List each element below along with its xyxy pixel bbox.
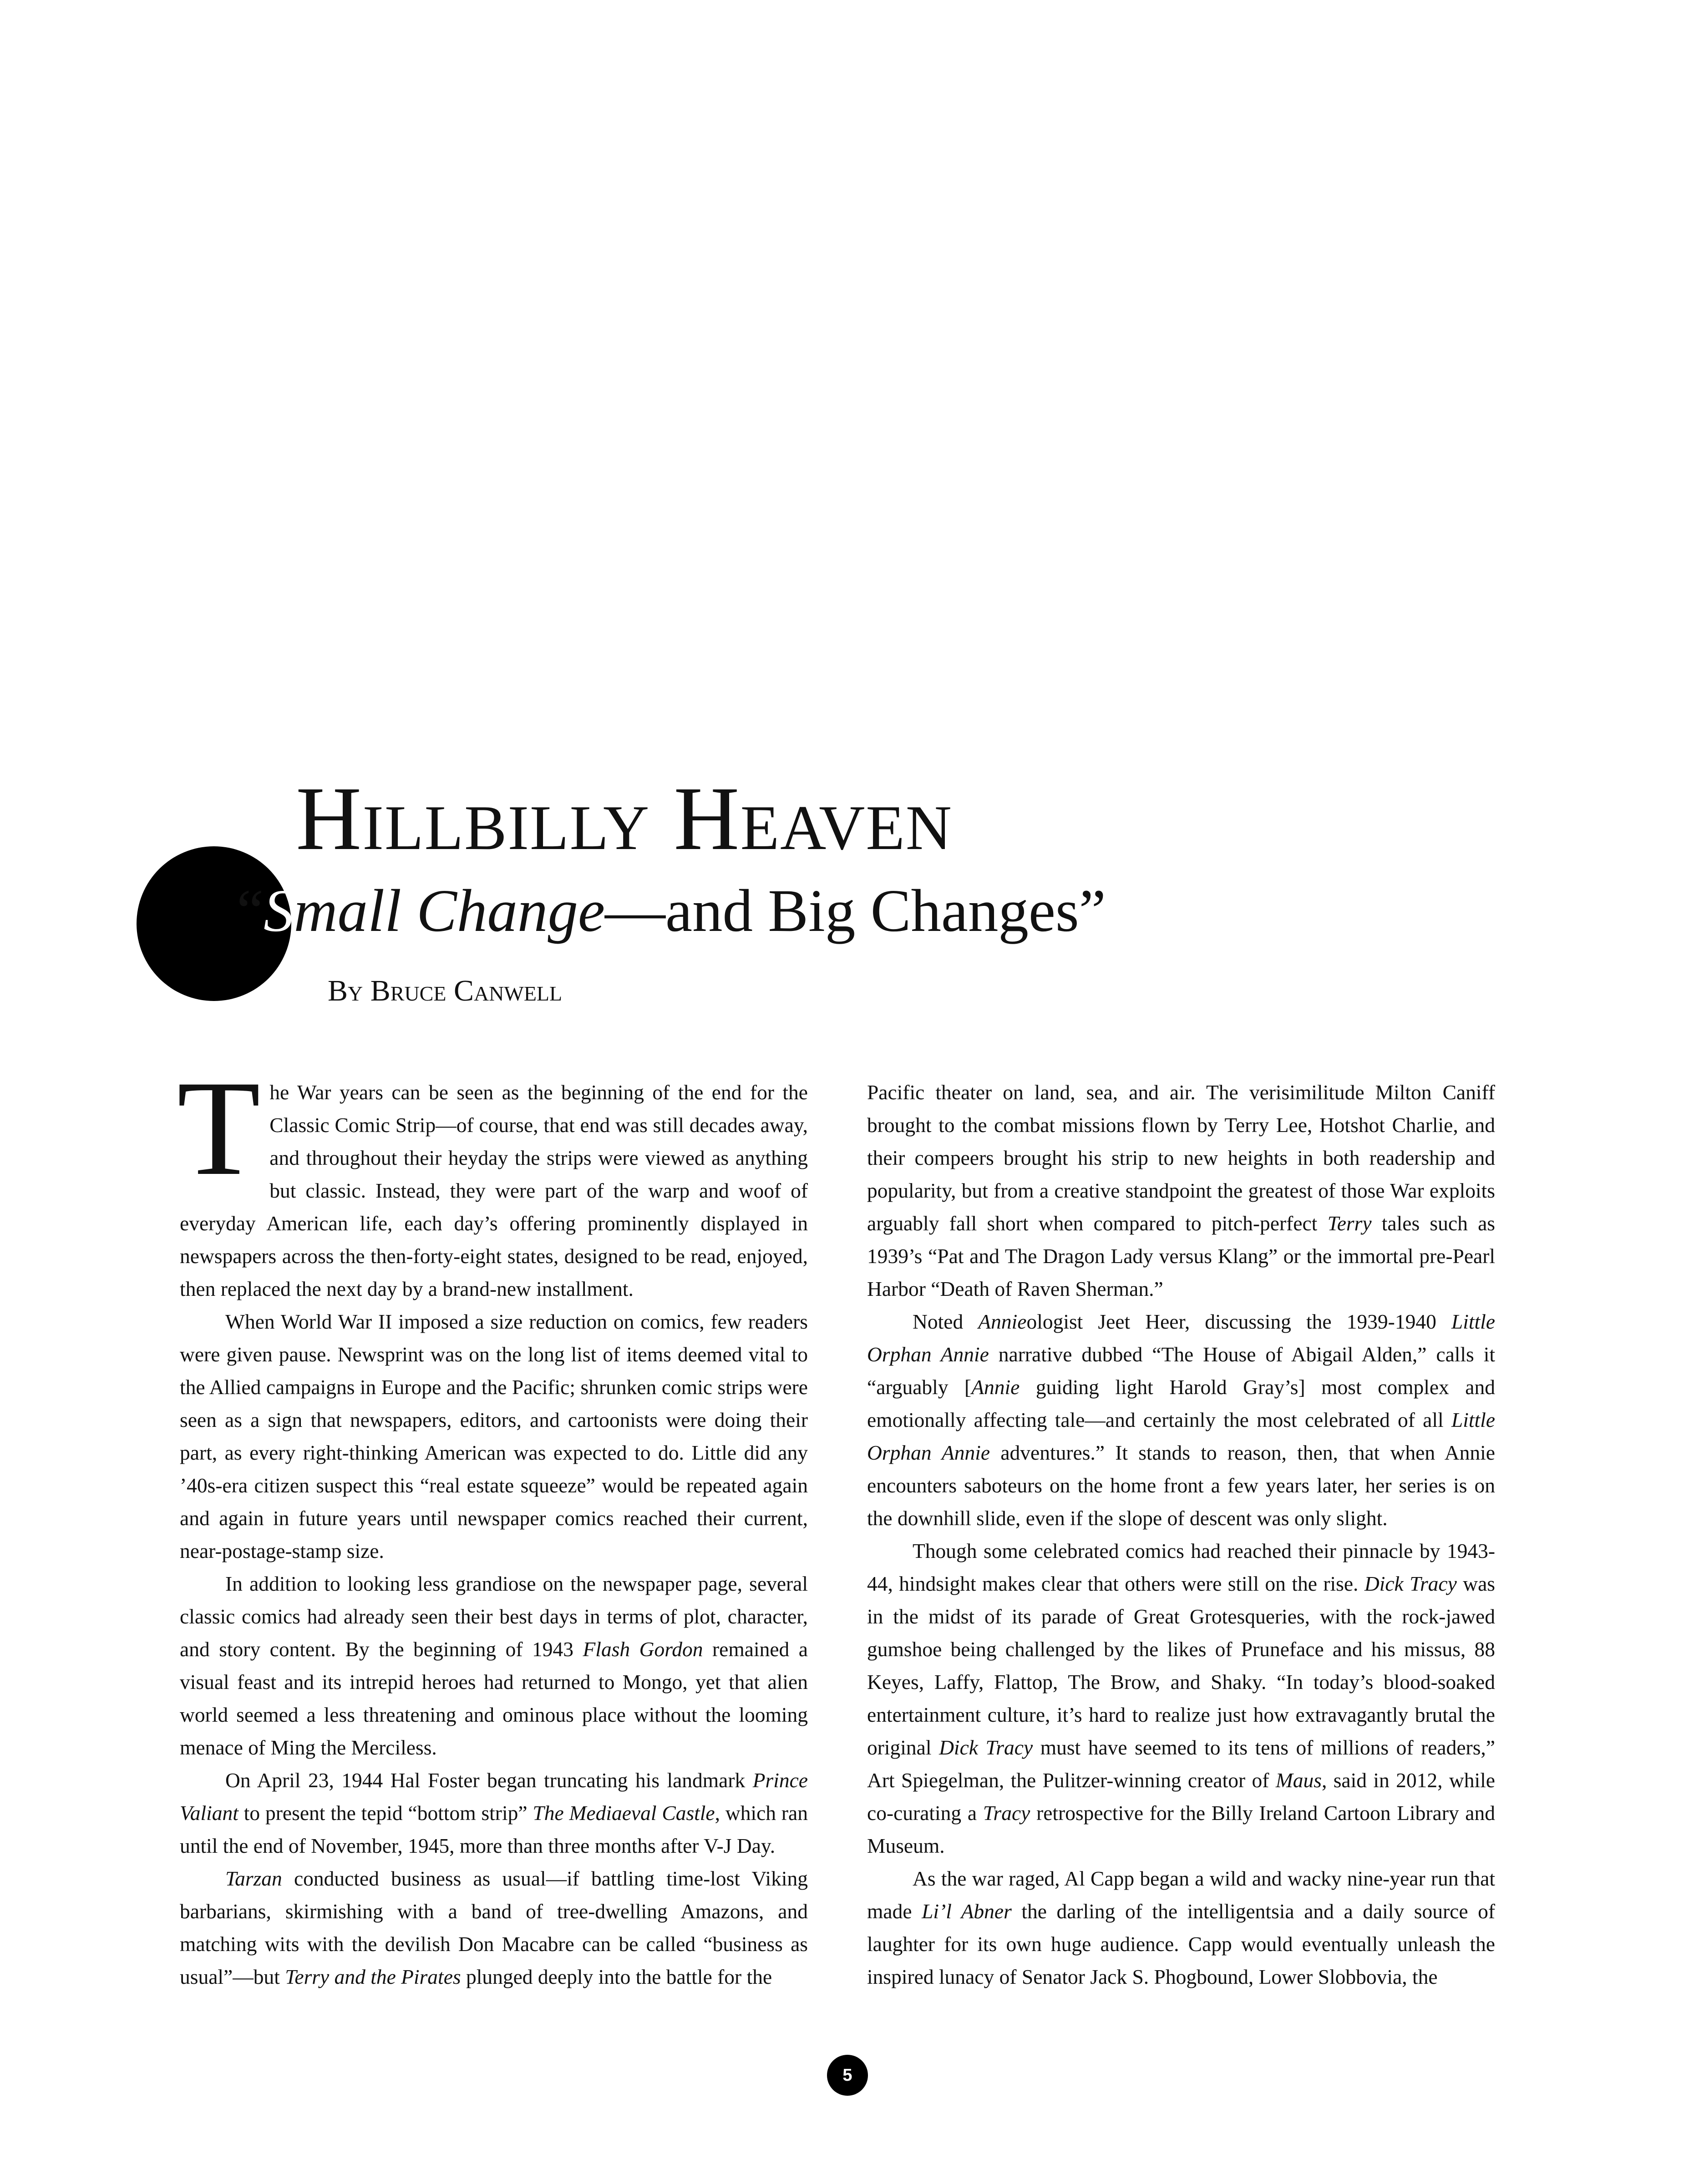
paragraph: When World War II imposed a size reduction on comics, few readers were given pause. Newsprint was on the long list of items deemed vital to the Allied campaigns in Europe and the Pacific; shrunken comic strips were seen as a sign that newspapers, editors, and cartoonists were doing their part, as every right-thinking American was expected to do. Little did any ’40s-era citizen suspect this “real estate squeeze” would be repeated again and again in future years until newspaper comics reached their current, near-postage-stamp size. bbox=[180, 1310, 808, 1562]
right-text-column bbox=[867, 1076, 1495, 1993]
chapter-title: Hillbilly Heaven bbox=[296, 768, 953, 869]
subtitle-open-quote: “ bbox=[237, 877, 264, 944]
paragraph: The War years can be seen as the beginning of the end for the Classic Comic Strip—of course, that end was still decades away, and throughout their heyday the strips were viewed as anything but classic. Instead, they were part of the warp and woof of everyday American life, each day’s offering prominently displayed in newspapers across the then-forty-eight states, designed to be read, enjoyed, then replaced the next day by a brand-new installment. bbox=[177, 1052, 808, 1300]
page-number: 5 bbox=[827, 2055, 868, 2096]
paragraph: Noted Annieologist Jeet Heer, discussing the 1939-1940 Little Orphan Annie narrative dubbed “The House of Abigail Alden,” calls it “arguably [Annie guiding light Harold Gray’s] most complex and emotionally affecting tale—and certainly the most celebrated of all Little Orphan Annie adventures.” It stands to reason, then, that when Annie encounters saboteurs on the home front a few years later, her series is on the downhill slide, even if the slope of descent was only slight. bbox=[867, 1310, 1495, 1530]
subtitle-tail: —and Big Changes” bbox=[605, 877, 1106, 944]
paragraph: Tarzan conducted business as usual—if battling time-lost Viking barbarians, skirmishing with a band of tree-dwelling Amazons, and matching wits with the devilish Don Macabre can be called “business as usual”—but Terry and the Pirates plunged deeply into the battle for the bbox=[180, 1867, 808, 1988]
byline: By Bruce Canwell bbox=[328, 974, 563, 1007]
subtitle-italic: mall Change bbox=[294, 877, 605, 944]
left-text-column bbox=[177, 1052, 808, 1993]
paragraph: On April 23, 1944 Hal Foster began truncating his landmark Prince Valiant to present the tepid “bottom strip” The Mediaeval Castle, which ran until the end of November, 1945, more than three months after V-J Day. bbox=[180, 1769, 808, 1857]
chapter-subtitle bbox=[237, 877, 1106, 944]
subtitle-first-letter: S bbox=[264, 877, 294, 944]
paragraph: Though some celebrated comics had reached their pinnacle by 1943-44, hindsight makes clear that others were still on the rise. Dick Tracy was in the midst of its parade of Great Grotesqueries, with the rock-jawed gumshoe being challenged by the likes of Pruneface and his missus, 88 Keyes, Laffy, Flattop, The Brow, and Shaky. “In today’s blood-soaked entertainment culture, it’s hard to realize just how extravagantly brutal the original Dick Tracy must have seemed to its tens of millions of readers,” Art Spiegelman, the Pulitzer-winning creator of Maus, said in 2012, while co-curating a Tracy retrospective for the Billy Ireland Cartoon Library and Museum. bbox=[867, 1539, 1496, 1857]
drop-cap: T bbox=[177, 1052, 261, 1203]
paragraph: In addition to looking less grandiose on the newspaper page, several classic comics had already seen their best days in terms of plot, character, and story content. By the beginning of 1943 Flash Gordon remained a visual feast and its intrepid heroes had returned to Mongo, yet that alien world seemed a less threatening and ominous place without the looming menace of Ming the Merciless. bbox=[180, 1572, 808, 1759]
paragraph: Pacific theater on land, sea, and air. The verisimilitude Milton Caniff brought to the combat missions flown by Terry Lee, Hotshot Charlie, and their compeers brought his strip to new heights in both readership and popularity, but from a creative standpoint the greatest of those War exploits arguably fall short when compared to pitch-perfect Terry tales such as 1939’s “Pat and The Dragon Lady versus Klang” or the immortal pre-Pearl Harbor “Death of Raven Sherman.” bbox=[867, 1081, 1495, 1300]
paragraph: As the war raged, Al Capp began a wild and wacky nine-year run that made Li’l Abner the darling of the intelligentsia and a daily source of laughter for its own huge audience. Capp would eventually unleash the inspired lunacy of Senator Jack S. Phogbound, Lower Slobbovia, the bbox=[867, 1867, 1495, 1988]
